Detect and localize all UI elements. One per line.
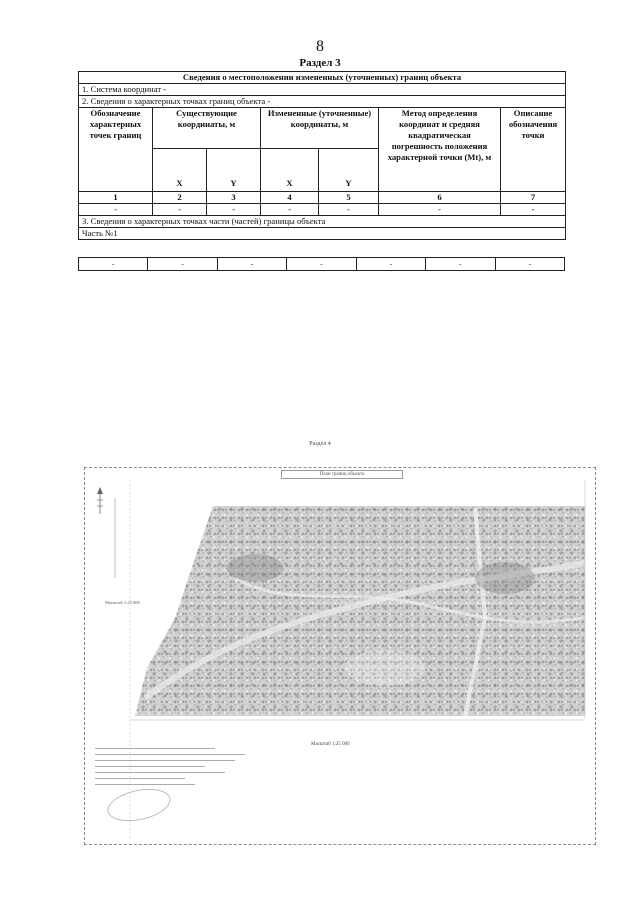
header-changed: Измененные (уточненные) координаты, м [261,108,379,149]
part-number-row: Часть №1 [79,228,566,240]
header-changed-x: X [261,149,319,192]
map-side-label: Масштаб 1:25 000 [105,600,140,605]
section-4-caption: Раздел 4 [309,441,331,447]
header-changed-y: Y [319,149,379,192]
part-points-table [78,257,565,271]
map-legend [95,743,295,838]
coordinate-system-row: 1. Система координат - [79,84,566,96]
column-number: 5 [319,192,379,204]
table-cell: - [426,258,495,271]
table-caption: Сведения о местоположении измененных (уточненных) границ объекта [79,72,566,84]
table-cell: - [79,258,148,271]
table-cell: - [207,204,261,216]
table-cell: - [501,204,566,216]
column-number-row [79,192,566,204]
header-existing: Существующие координаты, м [153,108,261,149]
north-arrow-icon [95,486,105,516]
map-title: План границ объекта [281,470,403,479]
table-cell: - [356,258,425,271]
table-cell: - [319,204,379,216]
part-points-row: 3. Сведения о характерных точках части (частей) границы объекта [79,216,566,228]
column-number: 2 [153,192,207,204]
section-3-title: Раздел 3 [299,57,341,69]
header-existing-x: X [153,149,207,192]
page-number: 8 [316,38,324,55]
header-description: Описание обозначения точки [501,108,566,192]
table-cell: - [148,258,217,271]
header-existing-y: Y [207,149,261,192]
header-method: Метод определения координат и средняя квадратическая погрешность положения характерной точки (Mt), м [379,108,501,192]
map-scale: Масштаб 1:25 000 [311,742,350,747]
table-cell: - [217,258,286,271]
column-number: 1 [79,192,153,204]
table-row [79,258,565,271]
table-cell: - [287,258,356,271]
table-cell: - [79,204,153,216]
table-row [79,204,566,216]
column-number: 6 [379,192,501,204]
table-cell: - [261,204,319,216]
boundary-plan-sheet [84,467,596,845]
table-cell: - [153,204,207,216]
column-number: 7 [501,192,566,204]
characteristic-points-row: 2. Сведения о характерных точках границ объекта - [79,96,566,108]
section-3-table [78,71,566,240]
column-number: 3 [207,192,261,204]
header-designation: Обозначение характерных точек границ [79,108,153,192]
table-cell: - [495,258,564,271]
table-cell: - [379,204,501,216]
column-number: 4 [261,192,319,204]
